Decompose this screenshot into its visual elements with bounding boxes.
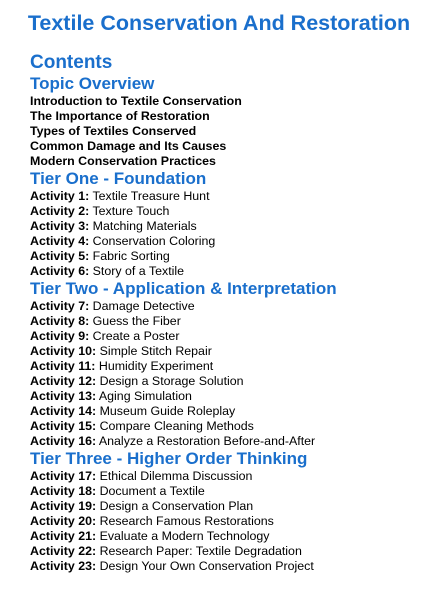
section-heading-tier-three: Tier Three - Higher Order Thinking: [30, 449, 308, 468]
activity-label: Activity 5:: [30, 249, 90, 263]
activity-label: Activity 22:: [30, 544, 97, 558]
activity-label: Activity 10:: [30, 344, 97, 358]
activity-label: Activity 4:: [30, 234, 90, 248]
activity-title: Texture Touch: [92, 204, 170, 218]
overview-item: Introduction to Textile Conservation: [30, 94, 242, 108]
activity-label: Activity 23:: [30, 559, 97, 573]
activity-item: [30, 234, 428, 249]
activity-title: Analyze a Restoration Before-and-After: [98, 434, 316, 448]
tier-one-activity-list: [30, 189, 428, 279]
overview-item: Types of Textiles Conserved: [30, 124, 197, 138]
activity-title: Museum Guide Roleplay: [99, 404, 236, 418]
activity-title: Simple Stitch Repair: [99, 344, 212, 358]
overview-item: The Importance of Restoration: [30, 109, 210, 123]
activity-item: [30, 434, 428, 449]
activity-item: [30, 529, 428, 544]
tier-two-activity-list: [30, 299, 428, 449]
activity-label: Activity 11:: [30, 359, 96, 373]
activity-item: [30, 314, 428, 329]
activity-label: Activity 9:: [30, 329, 90, 343]
activity-label: Activity 1:: [30, 189, 90, 203]
activity-title: Document a Textile: [99, 484, 205, 498]
section-heading-tier-two: Tier Two - Application & Interpretation: [30, 279, 337, 298]
overview-item: Modern Conservation Practices: [30, 154, 216, 168]
activity-title: Guess the Fiber: [92, 314, 181, 328]
activity-title: Conservation Coloring: [92, 234, 216, 248]
activity-item: [30, 374, 428, 389]
activity-title: Ethical Dilemma Discussion: [99, 469, 253, 483]
activity-title: Matching Materials: [92, 219, 197, 233]
activity-label: Activity 18:: [30, 484, 97, 498]
activity-label: Activity 21:: [30, 529, 97, 543]
topic-overview-list: [30, 94, 428, 169]
activity-title: Design a Conservation Plan: [99, 499, 254, 513]
activity-title: Design Your Own Conservation Project: [99, 559, 314, 573]
activity-title: Evaluate a Modern Technology: [99, 529, 270, 543]
activity-label: Activity 20:: [30, 514, 97, 528]
activity-item: [30, 329, 428, 344]
activity-label: Activity 12:: [30, 374, 97, 388]
activity-item: [30, 419, 428, 434]
contents-heading: Contents: [30, 52, 113, 73]
document-title: Textile Conservation And Restoration: [27, 11, 411, 35]
activity-label: Activity 3:: [30, 219, 90, 233]
activity-item: [30, 469, 428, 484]
activity-title: Create a Poster: [92, 329, 180, 343]
activity-item: [30, 249, 428, 264]
activity-title: Story of a Textile: [92, 264, 185, 278]
activity-label: Activity 15:: [30, 419, 97, 433]
activity-label: Activity 16:: [30, 434, 97, 448]
activity-title: Research Famous Restorations: [99, 514, 274, 528]
activity-item: [30, 389, 428, 404]
activity-title: Compare Cleaning Methods: [99, 419, 254, 433]
activity-title: Humidity Experiment: [98, 359, 214, 373]
activity-title: Textile Treasure Hunt: [92, 189, 210, 203]
activity-label: Activity 17:: [30, 469, 97, 483]
section-heading-topic-overview: Topic Overview: [30, 74, 155, 93]
activity-item: [30, 359, 428, 374]
activity-item: [30, 344, 428, 359]
activity-label: Activity 6:: [30, 264, 90, 278]
activity-title: Aging Simulation: [98, 389, 192, 403]
activity-title: Damage Detective: [92, 299, 195, 313]
activity-item: [30, 544, 428, 559]
activity-label: Activity 14:: [30, 404, 97, 418]
activity-item: [30, 204, 428, 219]
activity-item: [30, 514, 428, 529]
activity-label: Activity 2:: [30, 204, 90, 218]
activity-item: [30, 219, 428, 234]
activity-label: Activity 19:: [30, 499, 97, 513]
activity-item: [30, 559, 428, 574]
activity-item: [30, 299, 428, 314]
activity-item: [30, 404, 428, 419]
section-heading-tier-one: Tier One - Foundation: [30, 169, 207, 188]
activity-item: [30, 189, 428, 204]
activity-title: Research Paper: Textile Degradation: [99, 544, 302, 558]
activity-item: [30, 499, 428, 514]
activity-label: Activity 7:: [30, 299, 90, 313]
tier-three-activity-list: [30, 469, 428, 574]
overview-item: Common Damage and Its Causes: [30, 139, 227, 153]
activity-title: Fabric Sorting: [92, 249, 170, 263]
activity-label: Activity 13:: [30, 389, 97, 403]
activity-label: Activity 8:: [30, 314, 90, 328]
activity-title: Design a Storage Solution: [99, 374, 244, 388]
activity-item: [30, 484, 428, 499]
activity-item: [30, 264, 428, 279]
